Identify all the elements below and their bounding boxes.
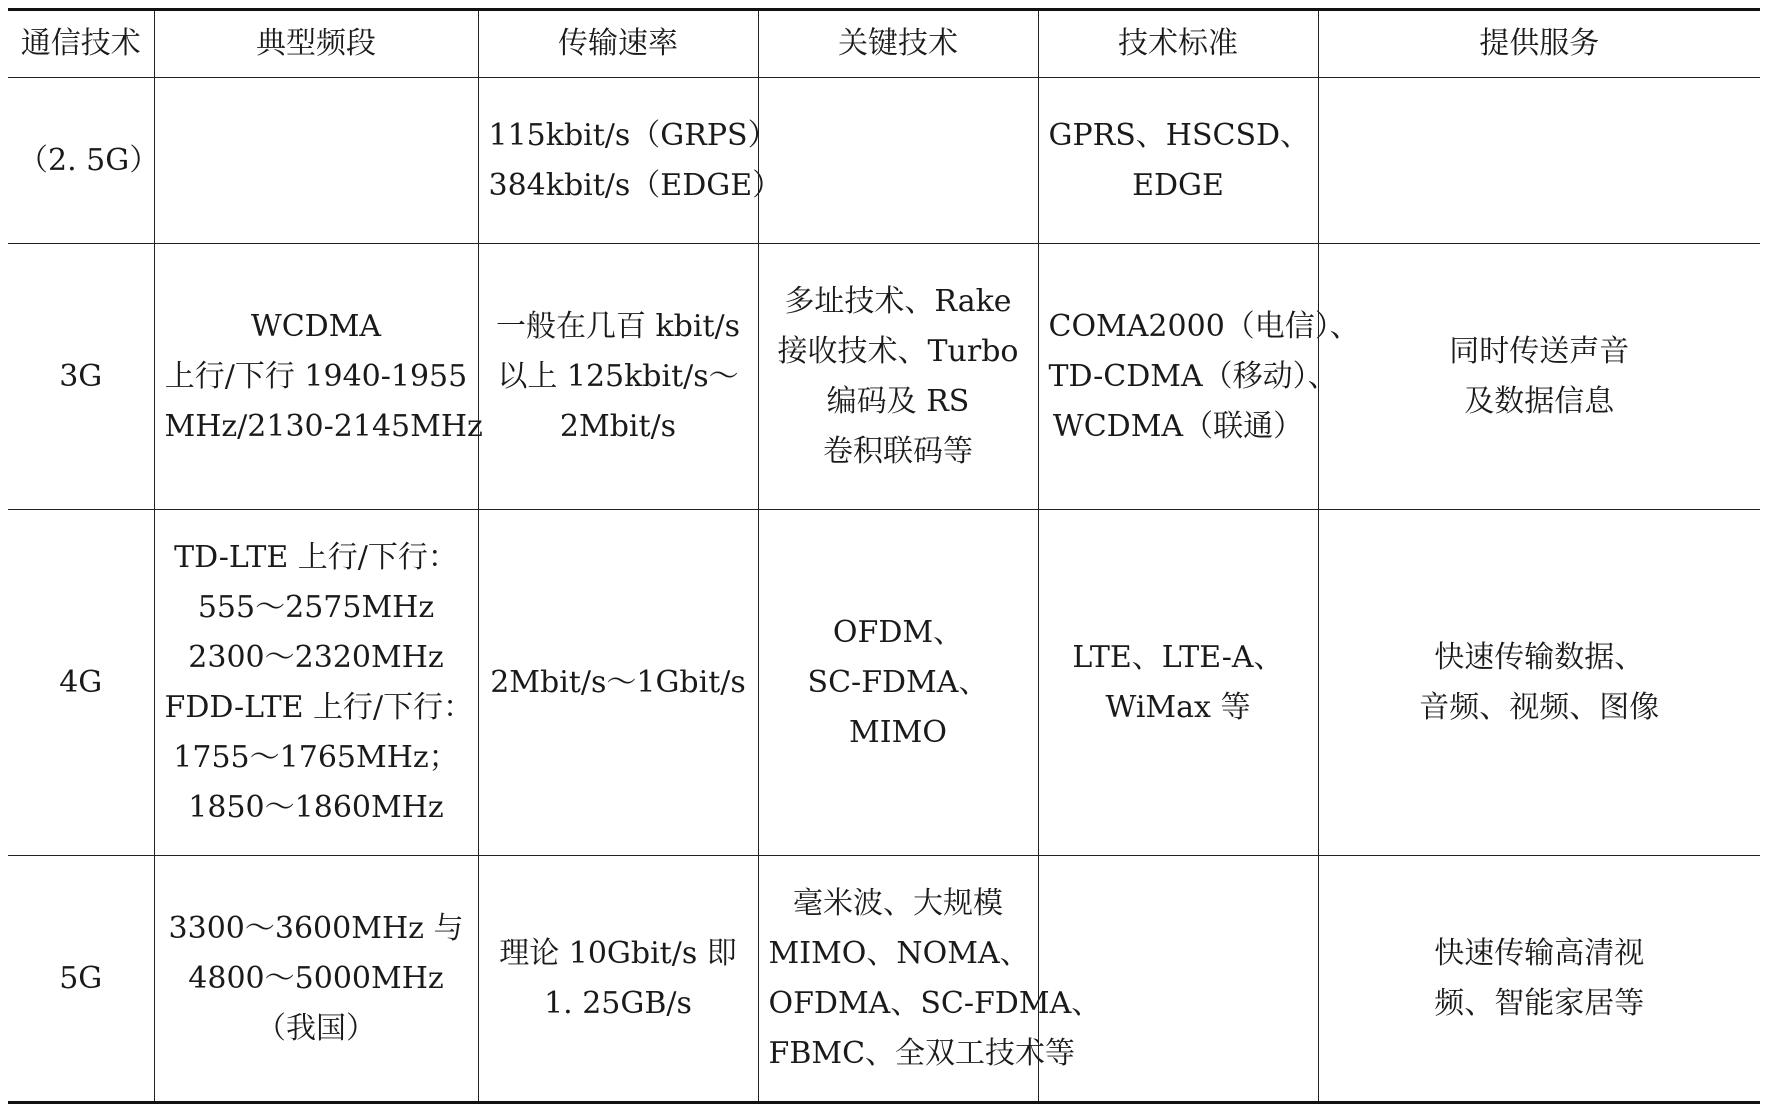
cell-line: 1. 25GB/s — [544, 985, 692, 1021]
cell-line: 编码及 RS — [826, 383, 970, 419]
cell-line: 1755～1765MHz； — [173, 739, 459, 775]
cell-line: 3300～3600MHz 与 — [168, 910, 464, 946]
cell-line: 频、智能家居等 — [1434, 985, 1645, 1021]
table-cell-key — [758, 78, 1038, 244]
table-cell-key — [758, 856, 1102, 1103]
table-row — [8, 78, 1760, 244]
cell-line: FDD-LTE 上行/下行： — [164, 689, 474, 725]
cell-line: 4800～5000MHz — [188, 960, 444, 996]
table-cell-standard — [1038, 510, 1318, 856]
cell-line: 快速传输高清视 — [1434, 935, 1645, 971]
table-cell-standard — [1038, 244, 1360, 510]
cell-line: 2Mbit/s～1Gbit/s — [490, 664, 746, 700]
cell-line: 115kbit/s（GRPS） — [488, 117, 778, 153]
cell-line: EDGE — [1132, 167, 1224, 203]
cell-line: 一般在几百 kbit/s — [495, 308, 741, 344]
table-row — [8, 244, 1760, 510]
table-cell-band — [154, 78, 478, 244]
header-key-tech: 关键技术 — [758, 10, 1038, 78]
cell-line: 1850～1860MHz — [188, 789, 444, 825]
header-tech: 通信技术 — [8, 10, 154, 78]
cell-line: 同时传送声音 — [1449, 333, 1630, 369]
table-cell-service — [1318, 244, 1760, 510]
cell-line: 卷积联码等 — [823, 433, 973, 469]
cell-line: GPRS、HSCSD、 — [1048, 117, 1311, 153]
cell-line: （我国） — [256, 1010, 376, 1046]
cell-line: LTE、LTE-A、 — [1072, 639, 1284, 675]
header-service: 提供服务 — [1318, 10, 1760, 78]
cell-line: WCDMA（联通） — [1052, 408, 1304, 444]
cell-line: WCDMA — [250, 308, 382, 344]
header-row — [8, 10, 1760, 78]
table-cell-tech — [8, 244, 154, 510]
cell-line: TD-LTE 上行/下行： — [174, 539, 458, 575]
cell-line: （2. 5G） — [18, 142, 160, 178]
table-row — [8, 856, 1760, 1103]
cell-line: MHz/2130-2145MHz — [164, 408, 483, 444]
table-cell-standard — [1038, 78, 1318, 244]
comparison-table — [8, 8, 1760, 1104]
table-cell-tech — [8, 510, 154, 856]
header-band: 典型频段 — [154, 10, 478, 78]
table-cell-rate — [478, 856, 758, 1103]
cell-line: 以上 125kbit/s～ — [497, 358, 739, 394]
header-standard: 技术标准 — [1038, 10, 1318, 78]
cell-line: WiMax 等 — [1105, 689, 1251, 725]
table-cell-standard — [1038, 856, 1318, 1103]
table-cell-band — [154, 244, 483, 510]
cell-line: 快速传输数据、 — [1434, 639, 1645, 675]
cell-line: MIMO — [849, 714, 947, 750]
table-cell-service — [1318, 78, 1760, 244]
table-cell-band — [154, 856, 478, 1103]
table-row — [8, 510, 1760, 856]
table-cell-service — [1318, 856, 1760, 1103]
table-cell-rate — [478, 78, 783, 244]
cell-line: SC-FDMA、 — [807, 664, 989, 700]
cell-line: 接收技术、Turbo — [777, 333, 1019, 369]
cell-line: 多址技术、Rake — [784, 283, 1012, 319]
table-cell-service — [1318, 510, 1760, 856]
table-cell-rate — [478, 244, 758, 510]
cell-line: 4G — [59, 664, 103, 700]
cell-line: 上行/下行 1940-1955 — [164, 358, 468, 394]
cell-line: COMA2000（电信）、 — [1048, 308, 1360, 344]
table-cell-tech — [8, 856, 154, 1103]
cell-line: 3G — [59, 358, 103, 394]
cell-line: 2300～2320MHz — [188, 639, 444, 675]
cell-line: 毫米波、大规模 — [793, 885, 1003, 921]
cell-line: 音频、视频、图像 — [1419, 689, 1660, 725]
table-cell-band — [154, 510, 478, 856]
cell-line: 555～2575MHz — [197, 589, 435, 625]
table-cell-key — [758, 244, 1038, 510]
cell-line: OFDMA、SC-FDMA、 — [768, 985, 1102, 1021]
cell-line: 2Mbit/s — [559, 408, 677, 444]
cell-line: TD-CDMA（移动）、 — [1048, 358, 1338, 394]
table-cell-rate — [478, 510, 758, 856]
cell-line: 及数据信息 — [1464, 383, 1615, 419]
cell-line: MIMO、NOMA、 — [768, 935, 1030, 971]
cell-line: 理论 10Gbit/s 即 — [499, 935, 737, 971]
cell-line: 384kbit/s（EDGE） — [488, 167, 783, 203]
cell-line: FBMC、全双工技术等 — [768, 1035, 1076, 1071]
table-cell-key — [758, 510, 1038, 856]
header-rate: 传输速率 — [478, 10, 758, 78]
cell-line: OFDM、 — [832, 614, 964, 650]
cell-line: 5G — [59, 960, 103, 996]
table-cell-tech — [8, 78, 160, 244]
